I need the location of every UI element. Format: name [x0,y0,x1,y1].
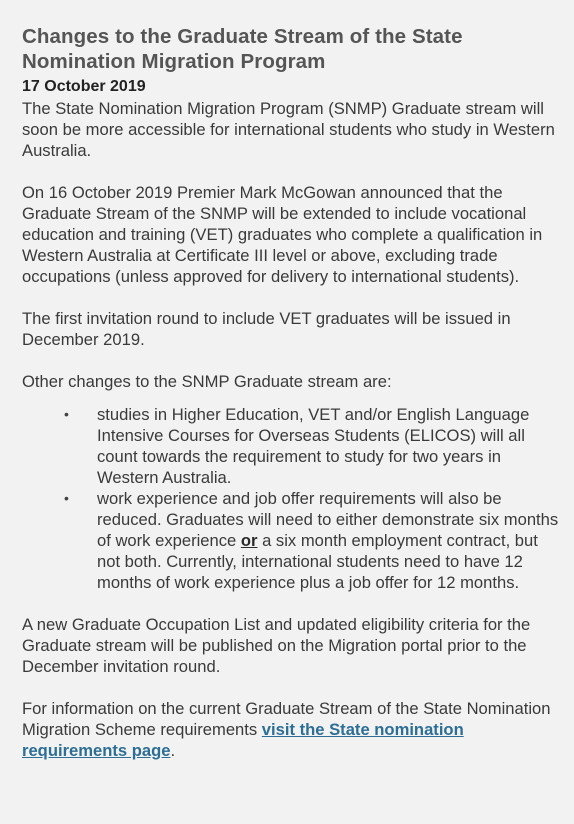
list-item-text-before: work experience and job offer requirements will also be reduced. Graduates will need to either demonstrate six months of work experience [97,489,559,550]
list-item-text: studies in Higher Education, VET and/or English Language Intensive Courses for Overseas Students (ELICOS) will all count towards the requirement to study for two years in Western Australia. [97,405,530,487]
list-item [64,488,564,593]
article-date: 17 October 2019 [22,78,146,95]
list-item [64,404,564,488]
info-paragraph [22,698,564,761]
emphasis-or: or [240,531,258,550]
info-end: . [170,741,176,760]
nomination-requirements-link[interactable]: visit the State nomination requirements page [22,720,464,760]
info-text: For information on the current Graduate Stream of the State Nomination Migration Scheme requirements [22,699,551,739]
occupation-list-paragraph: A new Graduate Occupation List and updated eligibility criteria for the Graduate stream will be published on the Migration portal prior to the December invitation round. [22,615,531,676]
article-title: Changes to the Graduate Stream of the State Nomination Migration Program [22,25,463,73]
intro-paragraph: The State Nomination Migration Program (SNMP) Graduate stream will soon be more accessible for international students who study in Western Australia. [22,99,555,160]
first-round-paragraph: The first invitation round to include VET graduates will be issued in December 2019. [22,309,511,349]
list-item-text-after: a six month employment contract, but not both. Currently, international students need to have 12 months of work experience plus a job offer for 12 months. [97,531,538,592]
bullet-dot: • [64,490,69,506]
other-changes-heading: Other changes to the SNMP Graduate stream are: [22,372,392,391]
bullet-dot: • [64,406,69,422]
changes-list [22,404,564,593]
announcement-paragraph: On 16 October 2019 Premier Mark McGowan announced that the Graduate Stream of the SNMP will be extended to include vocational education and training (VET) graduates who complete a qualification in Western Australia at Certificate III level or above, excluding trade occupations (unless approved for delivery to international students). [22,183,543,286]
